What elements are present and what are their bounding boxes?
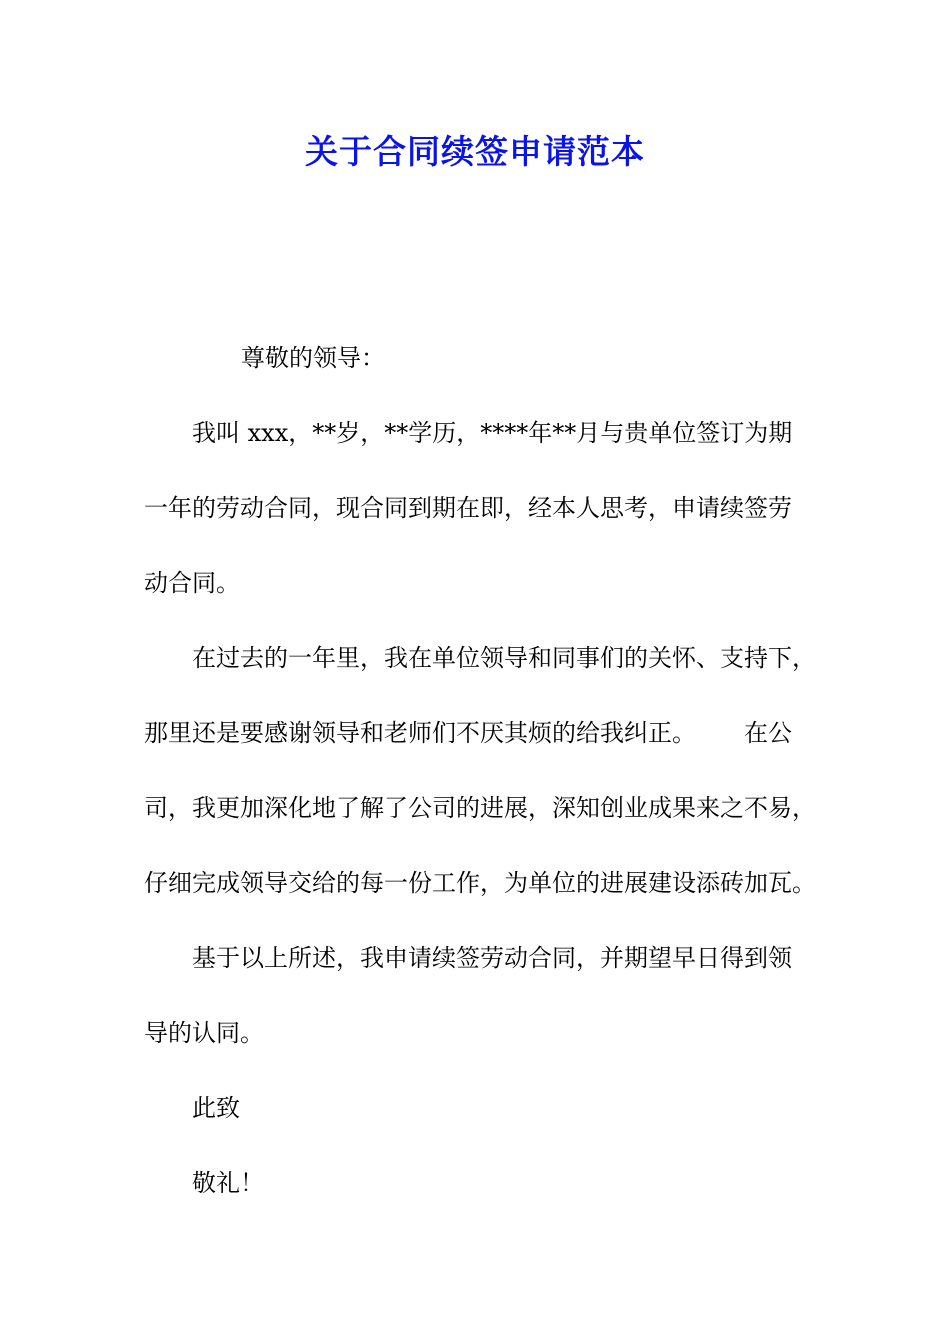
paragraph2-line1: 在过去的一年里，我在单位领导和同事们的关怀、支持下， (192, 644, 816, 672)
paragraph2-line2-part2: 在公 (744, 719, 792, 747)
paragraph2-line3: 司，我更加深化地了解了公司的进展，深知创业成果来之不易， (144, 794, 816, 822)
document-title: 关于合同续签申请范本 (305, 132, 645, 171)
paragraph2-line4: 仔细完成领导交给的每一份工作，为单位的进展建设添砖加瓦。 (144, 869, 816, 897)
paragraph2-line2 (144, 715, 792, 751)
paragraph1-line2: 一年的劳动合同，现合同到期在即，经本人思考，申请续签劳 (144, 494, 792, 522)
paragraph1-line3: 动合同。 (144, 569, 240, 597)
paragraph1-line1: 我叫 xxx，**岁，**学历，****年**月与贵单位签订为期 (192, 419, 793, 447)
closing-line2: 敬礼！ (192, 1169, 264, 1197)
paragraph3-line1: 基于以上所述，我申请续签劳动合同，并期望早日得到领 (192, 944, 792, 972)
paragraph2-line2-part1: 那里还是要感谢领导和老师们不厌其烦的给我纠正。 (144, 719, 696, 747)
salutation: 尊敬的领导： (241, 344, 385, 372)
closing-line1: 此致 (192, 1094, 240, 1122)
paragraph3-line2: 导的认同。 (144, 1019, 264, 1047)
